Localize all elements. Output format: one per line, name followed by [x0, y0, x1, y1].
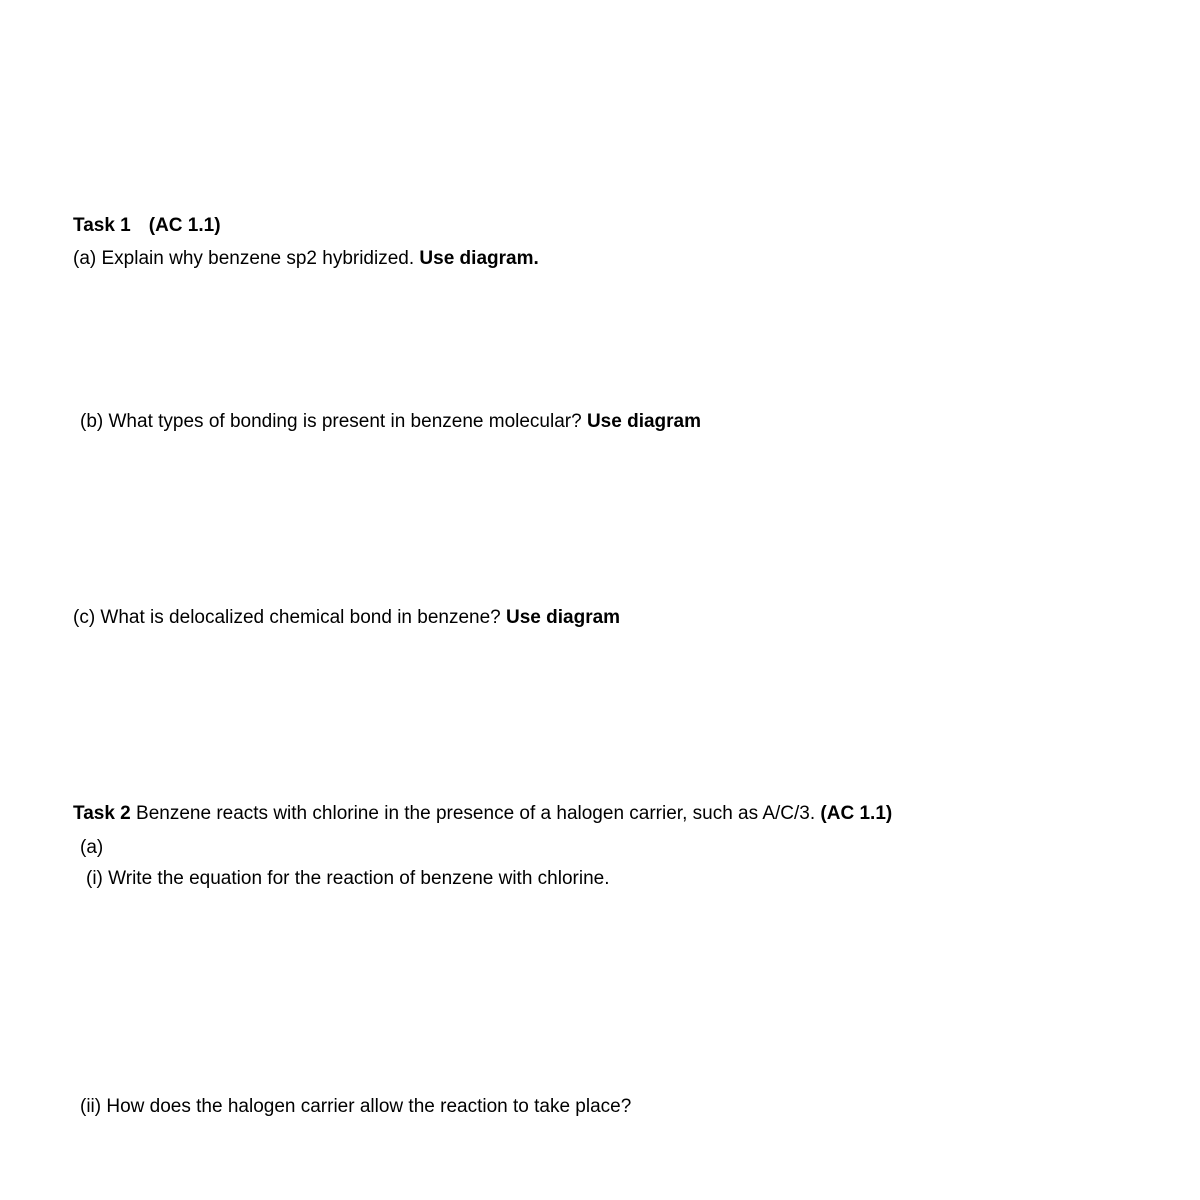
task1-heading — [73, 214, 221, 238]
task1-question-c — [73, 606, 620, 630]
task2-heading — [73, 802, 892, 826]
task2-intro-text: Benzene reacts with chlorine in the presence of a halogen carrier, such as A/C/3. — [130, 803, 821, 824]
task1-question-c-emphasis: Use diagram — [506, 607, 621, 628]
task2-question-a-i: (i) Write the equation for the reaction of benzene with chlorine. — [86, 868, 610, 889]
task1-criterion: (AC 1.1) — [148, 215, 221, 236]
task2-part-a-label: (a) — [80, 837, 104, 858]
task1-question-b — [80, 410, 701, 434]
task2-criterion: (AC 1.1) — [820, 803, 893, 824]
task1-question-c-text: (c) What is delocalized chemical bond in benzene? — [73, 607, 507, 628]
task1-question-b-emphasis: Use diagram — [586, 411, 701, 432]
task1-title: Task 1 — [73, 215, 131, 236]
task1-question-a-emphasis: Use diagram. — [419, 248, 539, 269]
task1-question-a — [73, 247, 539, 271]
task2-title: Task 2 — [73, 803, 131, 824]
task1-question-a-text: (a) Explain why benzene sp2 hybridized. — [73, 248, 420, 269]
task2-question-a-ii: (ii) How does the halogen carrier allow the reaction to take place? — [80, 1096, 632, 1117]
task1-question-b-text: (b) What types of bonding is present in benzene molecular? — [80, 411, 587, 432]
